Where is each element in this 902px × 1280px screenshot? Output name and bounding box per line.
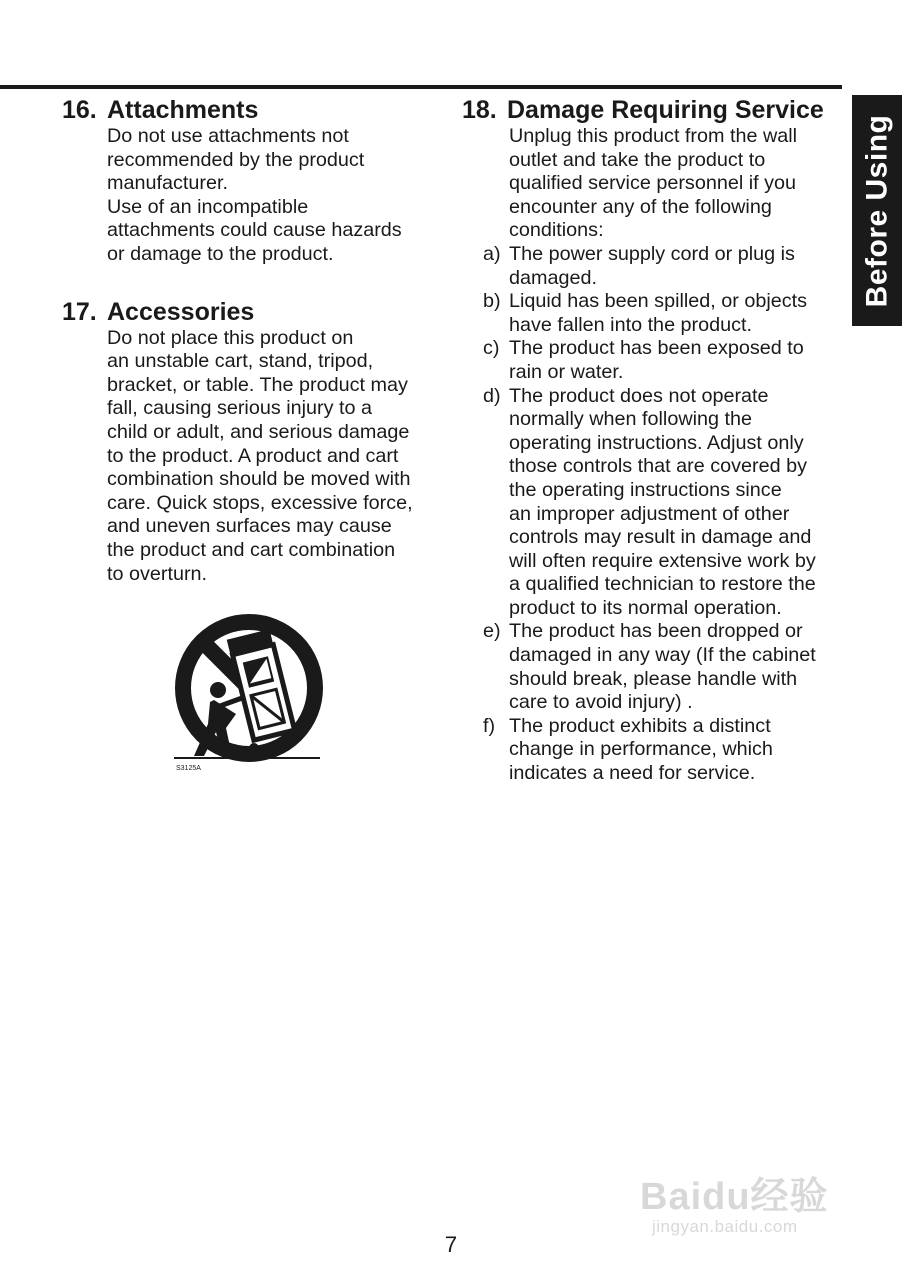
watermark-logo: Baidu经验: [640, 1176, 829, 1218]
list-marker: f): [483, 714, 496, 737]
condition-list: [462, 243, 847, 786]
text-line: manufacturer.: [107, 172, 228, 195]
text-line: Do not use attachments not: [107, 125, 349, 147]
list-item: [462, 620, 847, 714]
list-marker: c): [483, 337, 500, 360]
text-line: a qualified technician to restore the: [509, 573, 816, 596]
text-line: damaged in any way (If the cabinet: [509, 644, 816, 667]
section-heading: [62, 297, 447, 327]
text-line: care. Quick stops, excessive force,: [107, 491, 413, 514]
cart-warning-figure: [170, 610, 330, 775]
text-line: recommended by the product: [107, 148, 365, 171]
text-line: rain or water.: [509, 360, 624, 383]
section-tab: [852, 95, 902, 326]
text-line: the operating instructions since: [509, 478, 782, 501]
section-title: Accessories: [107, 297, 255, 326]
text-line: normally when following the: [509, 408, 752, 431]
text-line: to the product. A product and cart: [107, 444, 399, 467]
text-line: those controls that are covered by: [509, 455, 807, 478]
cart-tip-over-warning-icon: [170, 610, 330, 775]
text-line: Use of an incompatible: [107, 195, 309, 218]
text-line: controls may result in damage and: [509, 526, 812, 549]
text-line: an unstable cart, stand, tripod,: [107, 350, 374, 373]
list-marker: b): [483, 290, 501, 313]
list-marker: a): [483, 242, 501, 265]
text-line: will often require extensive work by: [509, 549, 816, 572]
text-line: The product exhibits a distinct: [509, 714, 771, 737]
text-line: outlet and take the product to: [509, 148, 766, 171]
text-line: child or adult, and serious damage: [107, 420, 410, 443]
text-line: fall, causing serious injury to a: [107, 397, 372, 420]
page-number: 7: [444, 1232, 458, 1257]
section-title: Attachments: [107, 96, 259, 124]
text-line: combination should be moved with: [107, 468, 411, 491]
text-line: an improper adjustment of other: [509, 502, 790, 525]
text-line: operating instructions. Adjust only: [509, 431, 804, 454]
section-number: 18.: [462, 96, 497, 124]
text-line: product to its normal operation.: [509, 596, 782, 619]
text-line: encounter any of the following: [509, 195, 772, 218]
text-line: or damage to the product.: [107, 242, 334, 265]
list-item: [462, 290, 847, 337]
list-item: [462, 337, 847, 384]
top-rule: [0, 85, 842, 89]
section-intro: [509, 125, 847, 243]
list-item: [462, 385, 847, 621]
text-line: care to avoid injury) .: [509, 691, 693, 714]
text-line: The product does not operate: [509, 384, 769, 407]
section-number: 17.: [62, 297, 97, 326]
list-item: [462, 715, 847, 786]
section-title: Damage Requiring Service: [507, 96, 824, 124]
list-item: [462, 243, 847, 290]
text-line: damaged.: [509, 266, 597, 289]
text-line: and uneven surfaces may cause: [107, 515, 392, 538]
text-line: have fallen into the product.: [509, 313, 753, 336]
section-heading: [462, 95, 847, 125]
section-accessories: [62, 297, 447, 587]
section-heading: [62, 95, 447, 125]
text-line: attachments could cause hazards: [107, 219, 402, 242]
baidu-watermark: [640, 1145, 850, 1245]
section-body: [107, 125, 447, 267]
left-column: [62, 95, 447, 586]
text-line: Liquid has been spilled, or objects: [509, 290, 808, 313]
text-line: bracket, or table. The product may: [107, 373, 408, 396]
figure-code: S3125A: [176, 765, 201, 772]
text-line: to overturn.: [107, 562, 208, 585]
text-line: the product and cart combination: [107, 538, 396, 561]
list-marker: e): [483, 620, 501, 643]
text-line: Unplug this product from the wall: [509, 125, 798, 147]
text-line: change in performance, which: [509, 738, 773, 761]
text-line: The power supply cord or plug is: [509, 242, 795, 265]
text-line: conditions:: [509, 219, 604, 242]
text-line: The product has been dropped or: [509, 620, 803, 643]
section-body: [107, 327, 447, 587]
text-line: Do not place this product on: [107, 326, 354, 349]
section-attachments: [62, 95, 447, 267]
right-column: [462, 95, 847, 786]
text-line: indicates a need for service.: [509, 762, 756, 785]
watermark-url: jingyan.baidu.com: [652, 1217, 798, 1236]
text-line: The product has been exposed to: [509, 337, 804, 360]
section-tab-label: Before Using: [860, 114, 894, 307]
list-marker: d): [483, 384, 501, 407]
section-damage: [462, 95, 847, 786]
text-line: qualified service personnel if you: [509, 172, 796, 195]
text-line: should break, please handle with: [509, 667, 798, 690]
section-number: 16.: [62, 96, 97, 124]
